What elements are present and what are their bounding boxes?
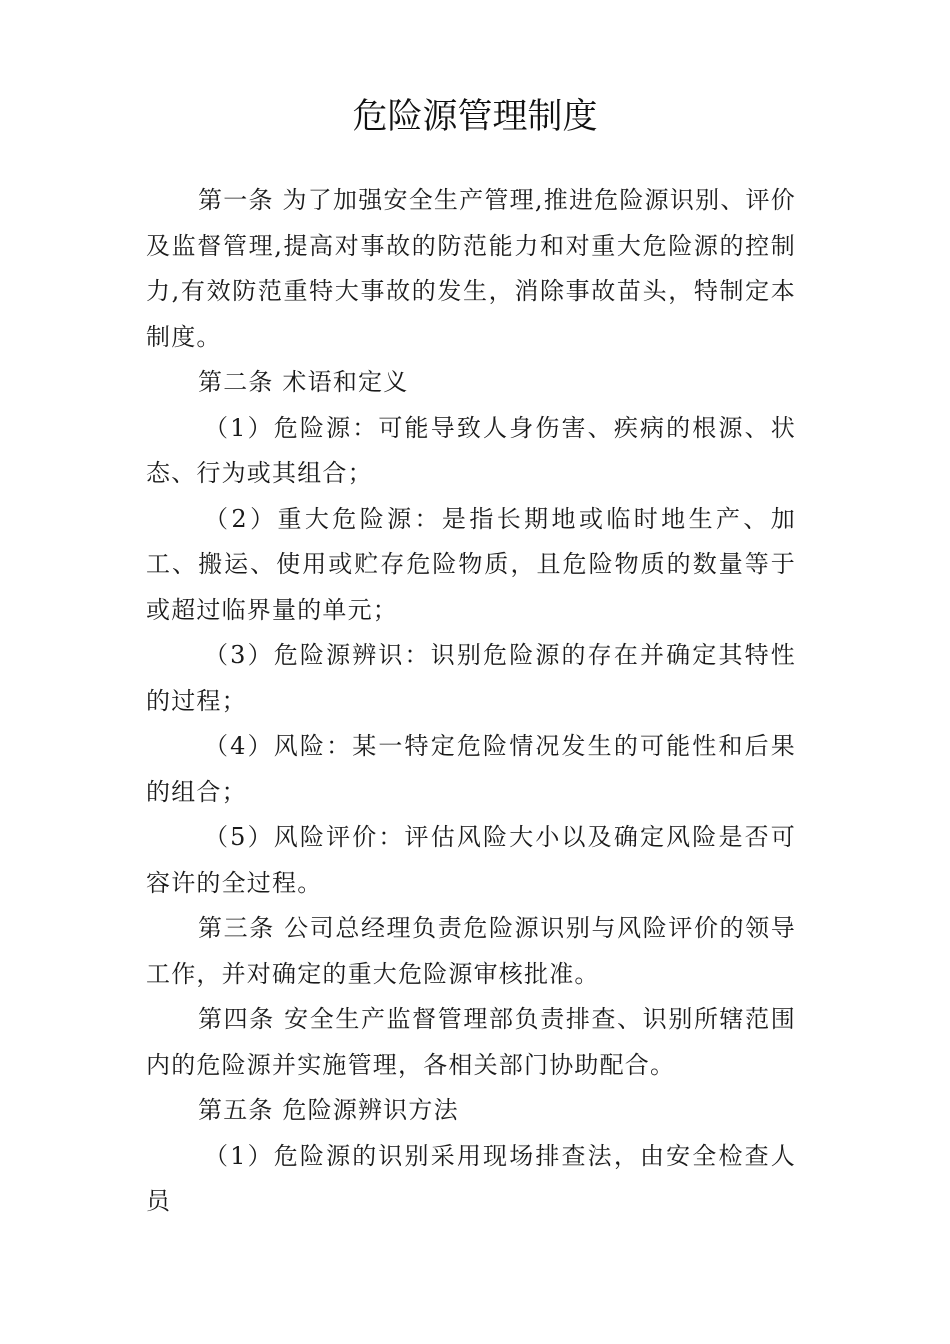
paragraph-article-1: 第一条 为了加强安全生产管理,推进危险源识别、评价及监督管理,提高对事故的防范能力和对重大危险源的控制力,有效防范重特大事故的发生，消除事故苗头，特制定本制度。 (146, 186, 796, 351)
paragraph-article-2-heading: 第二条 术语和定义 (198, 368, 409, 396)
paragraph-definition-5: （5）风险评价：评估风险大小以及确定风险是否可容许的全过程。 (146, 823, 796, 897)
paragraph-definition-2: （2）重大危险源：是指长期地或临时地生产、加工、搬运、使用或贮存危险物质，且危险物质的数量等于或超过临界量的单元； (146, 504, 796, 624)
document-title: 危险源管理制度 (352, 97, 598, 137)
paragraph-definition-3: （3）危险源辨识：识别危险源的存在并确定其特性的过程； (146, 641, 796, 715)
paragraph-definition-4: （4）风险：某一特定危险情况发生的可能性和后果的组合； (146, 732, 796, 806)
document-body (146, 178, 796, 1225)
paragraph-method-1: （1）危险源的识别采用现场排查法，由安全检查人员 (146, 1141, 796, 1215)
paragraph-article-3: 第三条 公司总经理负责危险源识别与风险评价的领导工作，并对确定的重大危险源审核批准。 (146, 914, 796, 988)
paragraph-article-4: 第四条 安全生产监督管理部负责排查、识别所辖范围内的危险源并实施管理，各相关部门协助配合。 (146, 1005, 796, 1079)
paragraph-definition-1: （1）危险源：可能导致人身伤害、疾病的根源、状态、行为或其组合； (146, 413, 796, 487)
paragraph-article-5-heading: 第五条 危险源辨识方法 (198, 1096, 459, 1124)
